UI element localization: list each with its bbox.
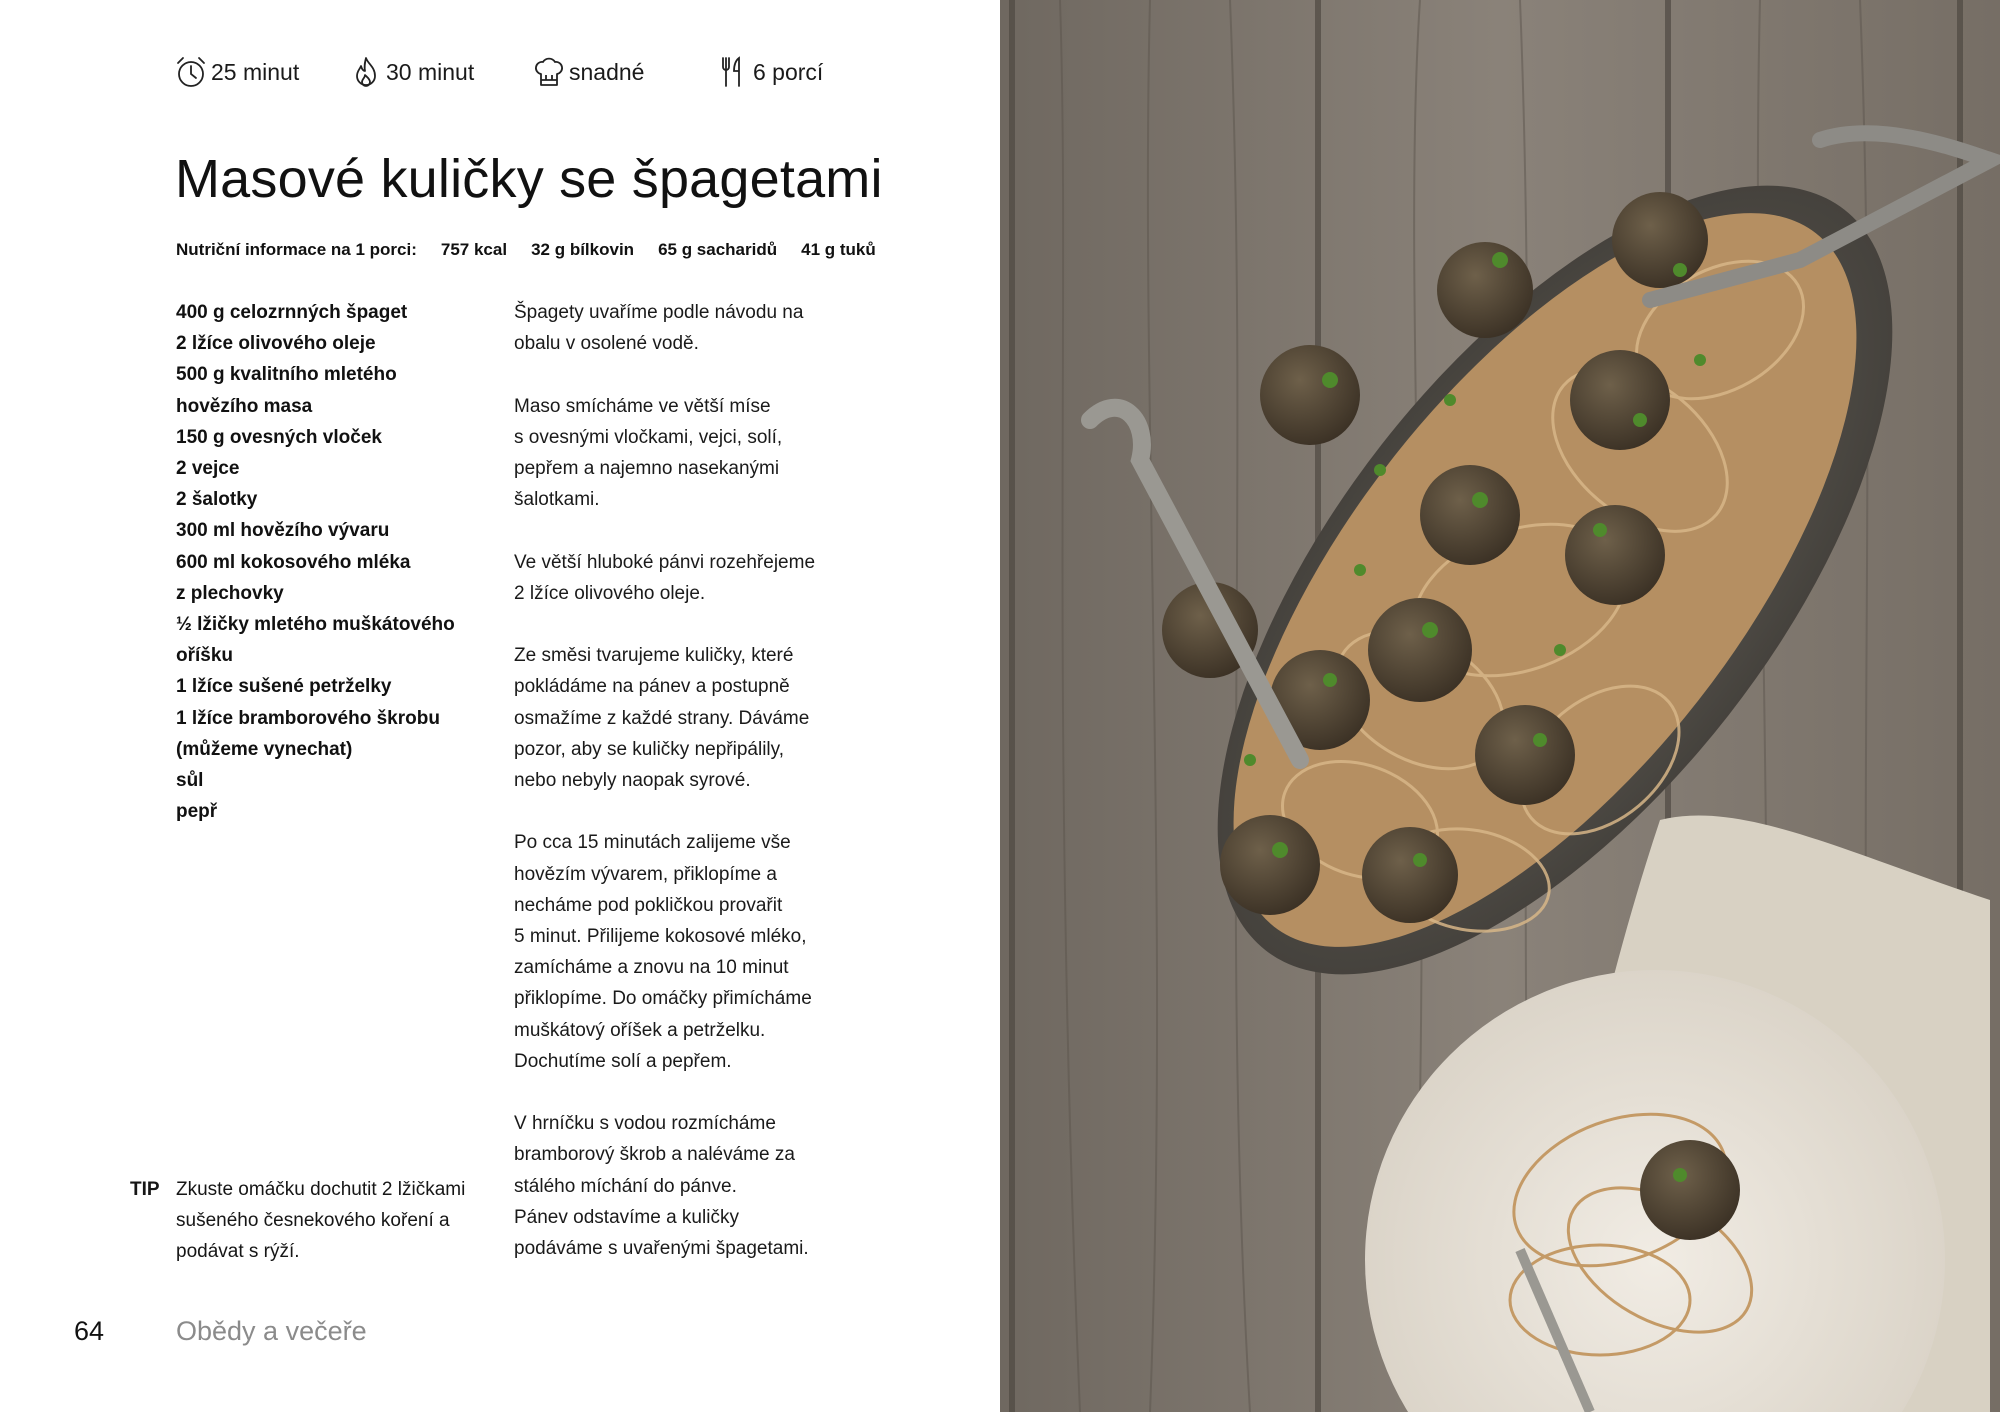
ingredient-line: (můžeme vynechat) <box>176 738 353 760</box>
ingredient-line: z plechovky <box>176 582 284 604</box>
ingredient-line: 2 vejce <box>176 458 240 480</box>
ingredients-list <box>176 297 486 827</box>
nutrition-kcal: 757 kcal <box>440 240 508 259</box>
instructions <box>514 297 844 1295</box>
ingredient-line: pepř <box>176 801 218 823</box>
ingredient-line: 600 ml kokosového mléka <box>176 551 411 573</box>
chef-hat-icon <box>533 55 565 89</box>
ingredient-line: 400 g celozrnných špaget <box>176 302 408 323</box>
instruction-step: Ve větší hluboké pánvi rozehřejeme 2 lžíce olivového oleje. <box>514 551 816 604</box>
cutlery-icon <box>717 55 749 89</box>
ingredient-line: 150 g ovesných vloček <box>176 426 382 448</box>
section-name: Obědy a večeře <box>176 1316 367 1346</box>
difficulty-value: snadné <box>569 58 645 85</box>
spaghetti-meatballs-illustration <box>1000 0 2000 1412</box>
ingredient-line: sůl <box>176 770 204 792</box>
difficulty <box>533 52 644 92</box>
food-photo <box>1000 0 2000 1412</box>
nutrition-label: Nutriční informace na 1 porci: <box>176 240 417 259</box>
recipe-title: Masové kuličky se špagetami <box>175 149 883 209</box>
cook-time-value: 30 minut <box>386 58 475 85</box>
alarm-clock-icon <box>175 55 207 89</box>
ingredient-line: 500 g kvalitního mletého <box>176 364 397 386</box>
instruction-step: Maso smícháme ve větší míse s ovesnými vločkami, vejci, solí, pepřem a najemno nasekanými šalotkami. <box>514 395 783 511</box>
prep-time-value: 25 minut <box>211 58 300 85</box>
page-number: 64 <box>74 1316 105 1346</box>
ingredient-line: 1 lžíce sušené petrželky <box>176 676 392 698</box>
instruction-step: Ze směsi tvarujeme kuličky, které pokládáme na pánev a postupně osmažíme z každé strany. Dáváme pozor, aby se kuličky nepřipálily, nebo nebyly naopak syrové. <box>514 645 810 791</box>
nutrition-fat: 41 g tuků <box>801 240 876 259</box>
instruction-step: V hrníčku s vodou rozmícháme bramborový škrob a naléváme za stálého míchání do pánve. Pánev odstavíme a kuličky podáváme s uvařenými špagetami. <box>514 1113 809 1260</box>
nutrition-info <box>176 240 876 260</box>
prep-time <box>175 52 299 92</box>
ingredient-line: oříšku <box>176 645 234 667</box>
servings-value: 6 porcí <box>753 58 824 85</box>
flame-icon <box>350 55 382 89</box>
ingredient-line: hovězího masa <box>176 395 313 417</box>
ingredient-line: 1 lžíce bramborového škrobu <box>176 707 440 729</box>
instruction-step: Po cca 15 minutách zalijeme vše hovězím vývarem, přiklopíme a necháme pod pokličkou provařit 5 minut. Přilijeme kokosové mléko, zamícháme a znovu na 10 minut přiklopíme. Do omáčky přimícháme muškátový oříšek a petrželku. Dochutíme solí a pepřem. <box>514 832 812 1072</box>
ingredient-line: 2 lžíce olivového oleje <box>176 333 376 355</box>
ingredient-line: 2 šalotky <box>176 489 258 511</box>
tip-label: TIP <box>130 1179 160 1200</box>
tip-text: Zkuste omáčku dochutit 2 lžičkami sušeného česnekového koření a podávat s rýží. <box>176 1179 466 1263</box>
instruction-step: Špagety uvaříme podle návodu na obalu v osolené vodě. <box>514 302 804 355</box>
nutrition-carbs: 65 g sacharidů <box>658 240 778 259</box>
cook-time <box>350 52 474 92</box>
ingredient-line: 300 ml hovězího vývaru <box>176 520 390 542</box>
nutrition-protein: 32 g bílkovin <box>531 240 635 259</box>
servings <box>717 52 823 92</box>
ingredient-line: ½ lžičky mletého muškátového <box>176 614 455 636</box>
